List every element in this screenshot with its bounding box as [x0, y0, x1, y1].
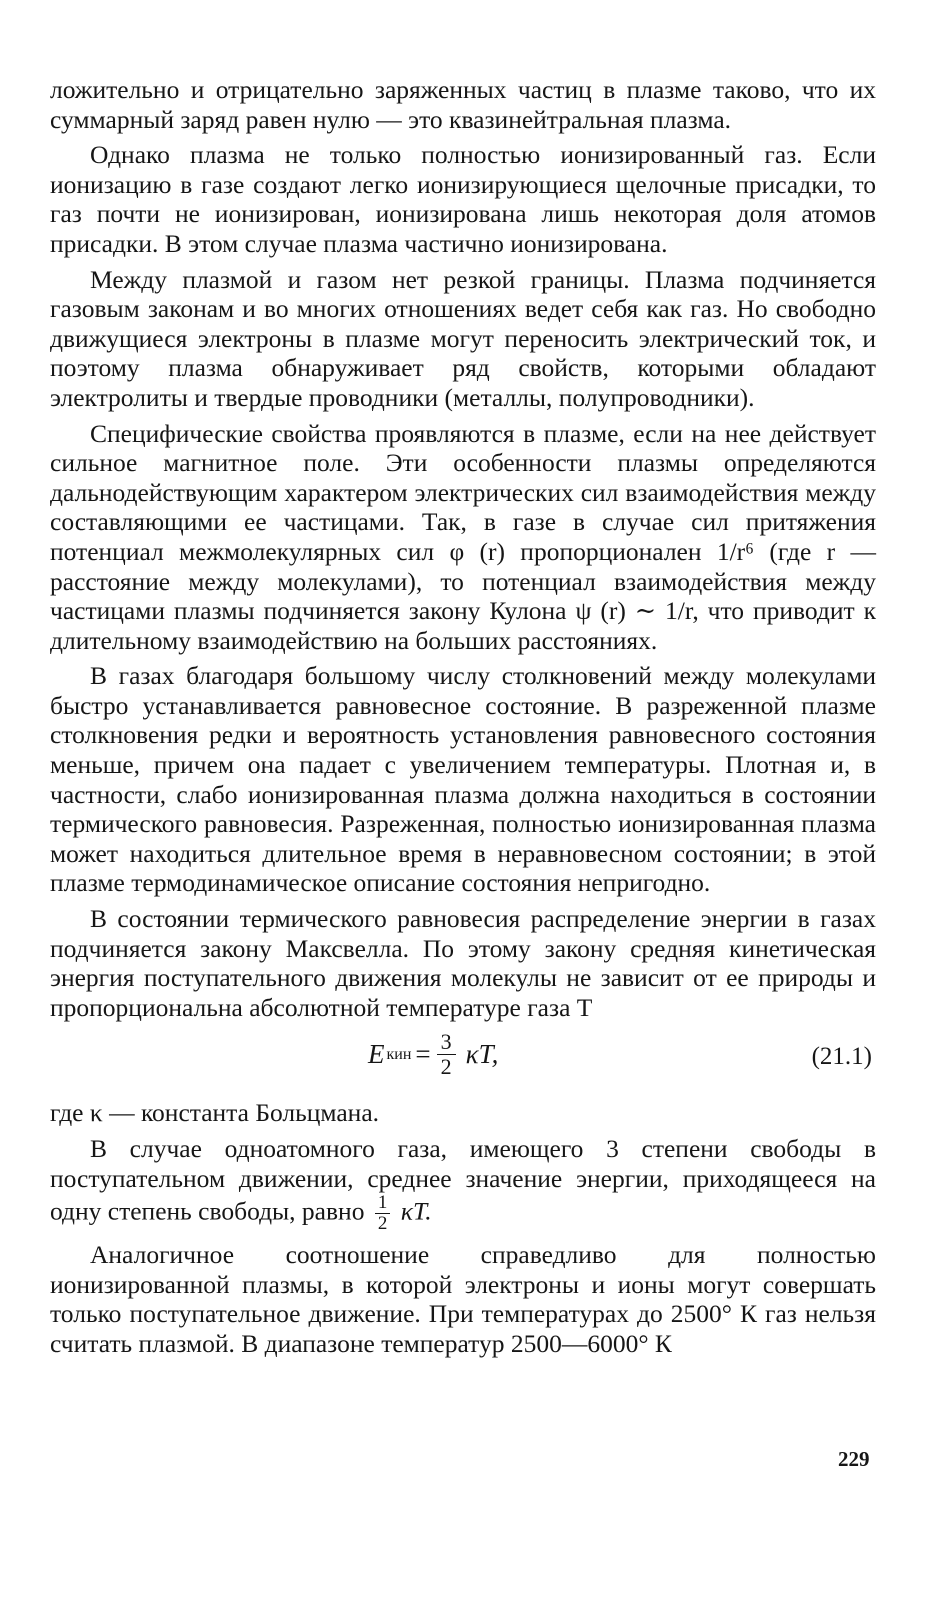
paragraph-4: Специфические свойства проявляются в плазме, если на нее действует сильное магнитное поле. Эти особенности плазмы определяются дальнодействующим характером электрических сил взаимодействия между составляющими ее частицами. Так, в газе в случае сил притяжения потенциал межмолекулярных сил φ (r) пропорционален 1/r⁶ (где r — расстояние между молекулами), то потенциал взаимодействия между частицами плазмы подчиняется закону Кулона ψ (r) ∼ 1/r, что приводит к длительному взаимодействию на больших расстояниях.	[50, 418, 876, 655]
page-number: 229	[838, 1447, 870, 1471]
formula-rhs: κT,	[465, 1039, 499, 1070]
formula-equals: =	[415, 1039, 431, 1070]
paragraph-3: Между плазмой и газом нет резкой границы. Плазма подчиняется газовым законам и во многих отношениях ведет себя как газ. Но свободно движущиеся электроны в плазме могут переносить электрический ток, и поэтому плазма обнаруживает ряд свойств, которыми обладают электролиты и твердые проводники (металлы, полупроводники).	[50, 264, 876, 412]
equation-number: (21.1)	[811, 1043, 872, 1071]
paragraph-1: ложительно и отрицательно заряженных частиц в плазме таково, что их суммарный заряд равен нулю — это квазинейтральная плазма.	[50, 75, 876, 134]
formula-21-1	[50, 1028, 876, 1090]
formula-denominator: 2	[440, 1054, 452, 1080]
paragraph-last: Аналогичное соотношение справедливо для полностью ионизированной плазмы, в которой электроны и ионы могут совершать только поступательное движение. При температурах до 2500° К газ нельзя считать плазмой. В диапазоне температур 2500—6000° К	[50, 1240, 876, 1358]
formula-numerator: 3	[437, 1030, 456, 1055]
formula-fraction	[437, 1030, 456, 1079]
inline-numerator: 1	[375, 1193, 391, 1214]
formula-expression	[368, 1030, 498, 1079]
formula-lhs-subscript: кин	[386, 1046, 412, 1064]
paragraph-monatomic	[50, 1134, 876, 1234]
inline-denominator: 2	[377, 1213, 388, 1235]
page-body	[50, 75, 876, 1365]
paragraph-after-formula: где κ — константа Больцмана.	[50, 1098, 380, 1128]
monatomic-tail: κT.	[400, 1196, 432, 1226]
inline-fraction	[375, 1193, 391, 1234]
monatomic-text: В случае одноатомного газа, имеющего 3 степени свободы в поступательном движении, среднее значение энергии, приходящееся на одну степень свободы, равно	[50, 1134, 876, 1226]
paragraph-6: В состоянии термического равновесия распределение энергии в газах подчиняется закону Максвелла. По этому закону средняя кинетическая энергия поступательного движения молекулы не зависит от ее природы и пропорциональна абсолютной температуре газа T	[50, 904, 876, 1022]
paragraph-2: Однако плазма не только полностью ионизированный газ. Если ионизацию в газе создают легко ионизирующиеся щелочные присадки, то газ почти не ионизирован, ионизирована лишь некоторая доля атомов присадки. В этом случае плазма частично ионизирована.	[50, 140, 876, 258]
paragraph-5: В газах благодаря большому числу столкновений между молекулами быстро устанавливается равновесное состояние. В разреженной плазме столкновения редки и вероятность установления равновесного состояния меньше, причем она падает с увеличением температуры. Плотная и, в частности, слабо ионизированная плазма должна находиться в состоянии термического равновесия. Разреженная, полностью ионизированная плазма может находиться длительное время в неравновесном состоянии; в этой плазме термодинамическое описание состояния непригодно.	[50, 661, 876, 898]
formula-lhs: E	[368, 1039, 385, 1070]
